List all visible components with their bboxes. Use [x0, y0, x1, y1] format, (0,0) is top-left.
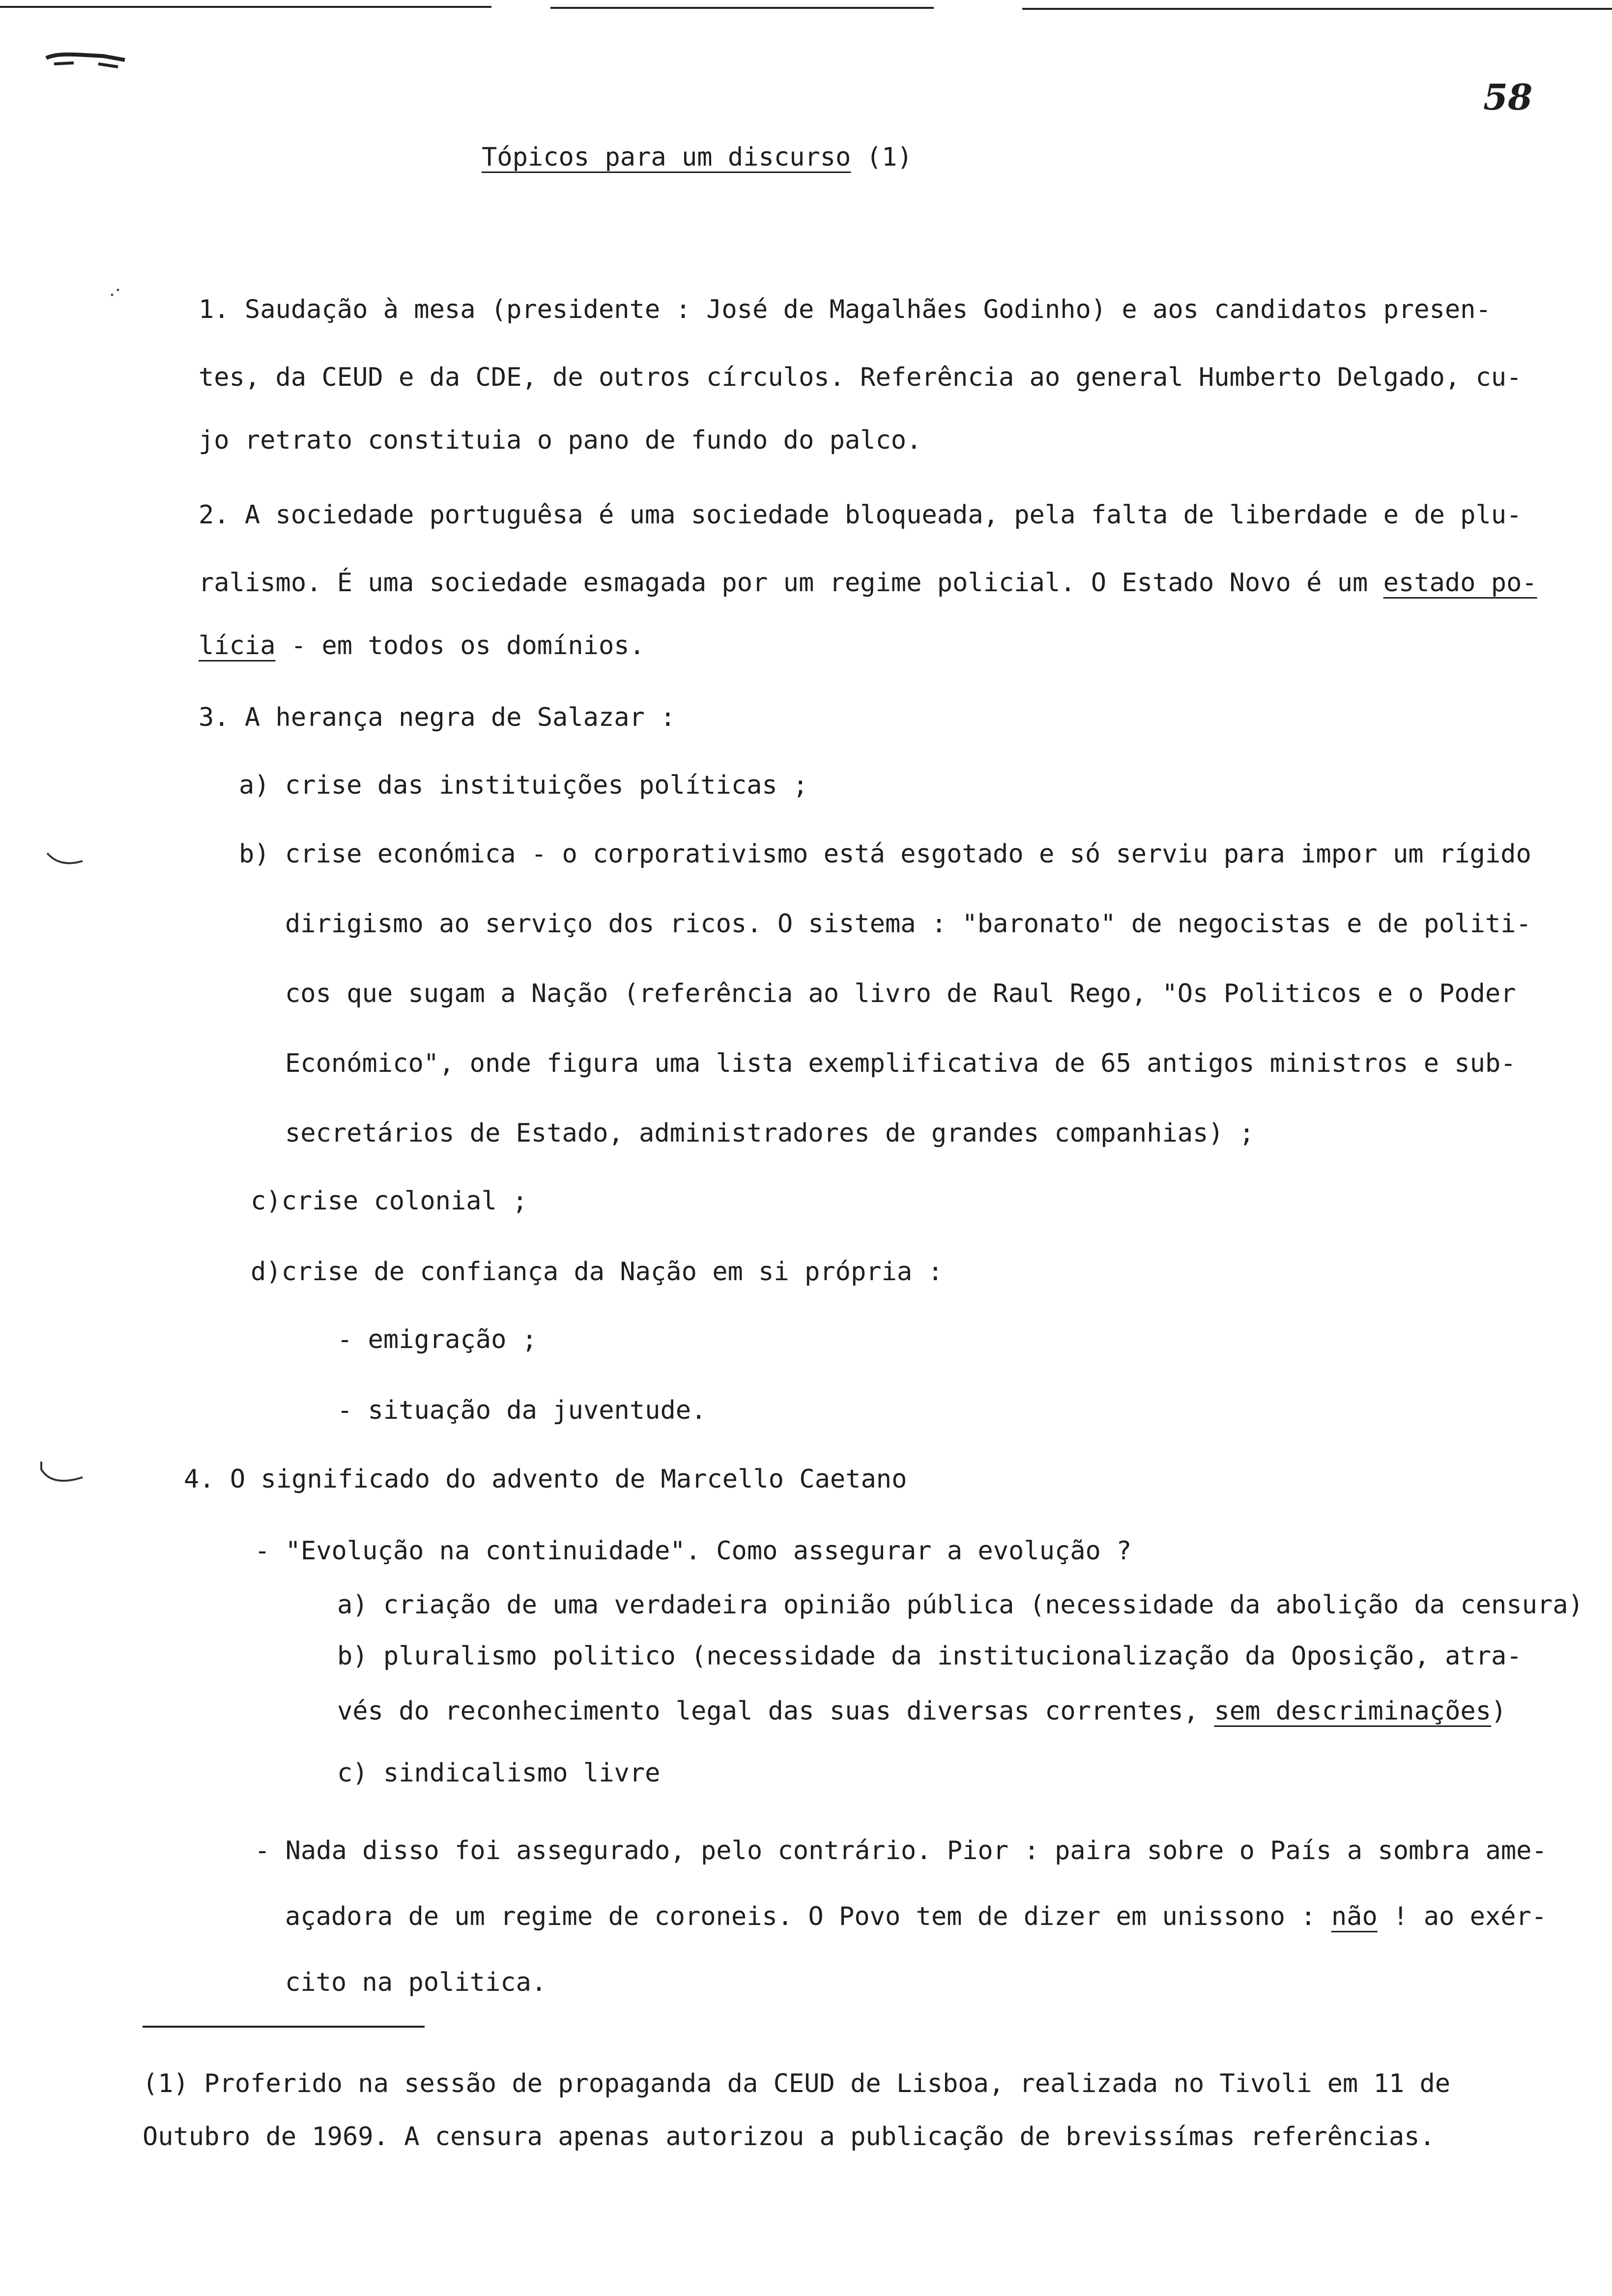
text-line: c) sindicalismo livre	[337, 1758, 661, 1788]
underlined-text: estado po-	[1383, 568, 1537, 598]
scan-edge-line	[1022, 8, 1612, 10]
text-line	[199, 568, 1537, 598]
underlined-text: não	[1331, 1902, 1378, 1931]
text-line: 1. Saudação à mesa (presidente : José de Magalhães Godinho) e aos candidatos presen-	[199, 295, 1491, 324]
margin-mark	[37, 1460, 86, 1489]
text-segment: açadora de um regime de coroneis. O Povo tem de dizer em unissono :	[285, 1902, 1331, 1931]
text-line: cito na politica.	[285, 1968, 547, 1997]
text-segment: ralismo. É uma sociedade esmagada por um regime policial. O Estado Novo é um	[199, 568, 1383, 598]
text-line: c)crise colonial ;	[251, 1186, 528, 1216]
text-line: d)crise de confiança da Nação em si própria :	[251, 1257, 943, 1287]
text-line: - Nada disso foi assegurado, pelo contrário. Pior : paira sobre o País a sombra ame-	[255, 1836, 1547, 1866]
text-line: - emigração ;	[337, 1325, 537, 1354]
text-line: Económico", onde figura uma lista exemplificativa de 65 antigos ministros e sub-	[285, 1049, 1516, 1078]
page-title	[482, 143, 913, 172]
text-line	[285, 1902, 1547, 1931]
text-line	[337, 1696, 1506, 1726]
scan-edge-line	[550, 7, 934, 9]
margin-dots	[108, 285, 123, 300]
text-line: dirigismo ao serviço dos ricos. O sistema : "baronato" de negocistas e de politi-	[285, 909, 1531, 939]
text-line: 3. A herança negra de Salazar :	[199, 703, 676, 732]
footnote-separator	[143, 2026, 425, 2028]
page-number: 58	[1483, 76, 1533, 118]
handwritten-scribble	[44, 49, 128, 69]
text-line: 2. A sociedade portuguêsa é uma sociedade bloqueada, pela falta de liberdade e de plu-	[199, 500, 1522, 530]
margin-mark	[45, 850, 85, 870]
text-line: cos que sugam a Nação (referência ao livro de Raul Rego, "Os Politicos e o Poder	[285, 979, 1516, 1008]
text-line: jo retrato constituia o pano de fundo do palco.	[199, 426, 922, 455]
text-line: a) criação de uma verdadeira opinião pública (necessidade da abolição da censura)	[337, 1590, 1583, 1620]
footnote-line: (1) Proferido na sessão de propaganda da CEUD de Lisboa, realizada no Tivoli em 11 de	[143, 2069, 1451, 2098]
text-line	[199, 631, 645, 660]
text-line: - "Evolução na continuidade". Como assegurar a evolução ?	[255, 1536, 1132, 1566]
text-line: - situação da juventude.	[337, 1396, 707, 1425]
text-segment: vés do reconhecimento legal das suas diversas correntes,	[337, 1696, 1214, 1726]
footnote-line: Outubro de 1969. A censura apenas autorizou a publicação de brevissímas referências.	[143, 2122, 1435, 2152]
underlined-text: sem descriminações	[1214, 1696, 1492, 1726]
text-line: a) crise das instituições políticas ;	[239, 771, 808, 800]
underlined-text: lícia	[199, 631, 276, 660]
title-footnote-ref: (1)	[851, 143, 913, 172]
text-line: 4. O significado do advento de Marcello Caetano	[184, 1464, 907, 1494]
text-line: secretários de Estado, administradores de grandes companhias) ;	[285, 1119, 1255, 1148]
title-text: Tópicos para um discurso	[482, 143, 851, 172]
text-segment: ! ao exér-	[1377, 1902, 1547, 1931]
text-segment: )	[1491, 1696, 1507, 1726]
text-line: b) pluralismo politico (necessidade da institucionalização da Oposição, atra-	[337, 1641, 1522, 1671]
scan-edge-line	[0, 6, 491, 8]
text-line: b) crise económica - o corporativismo está esgotado e só serviu para impor um rígido	[239, 839, 1531, 869]
text-segment: - em todos os domínios.	[275, 631, 645, 660]
text-line: tes, da CEUD e da CDE, de outros círculos. Referência ao general Humberto Delgado, cu-	[199, 363, 1522, 392]
